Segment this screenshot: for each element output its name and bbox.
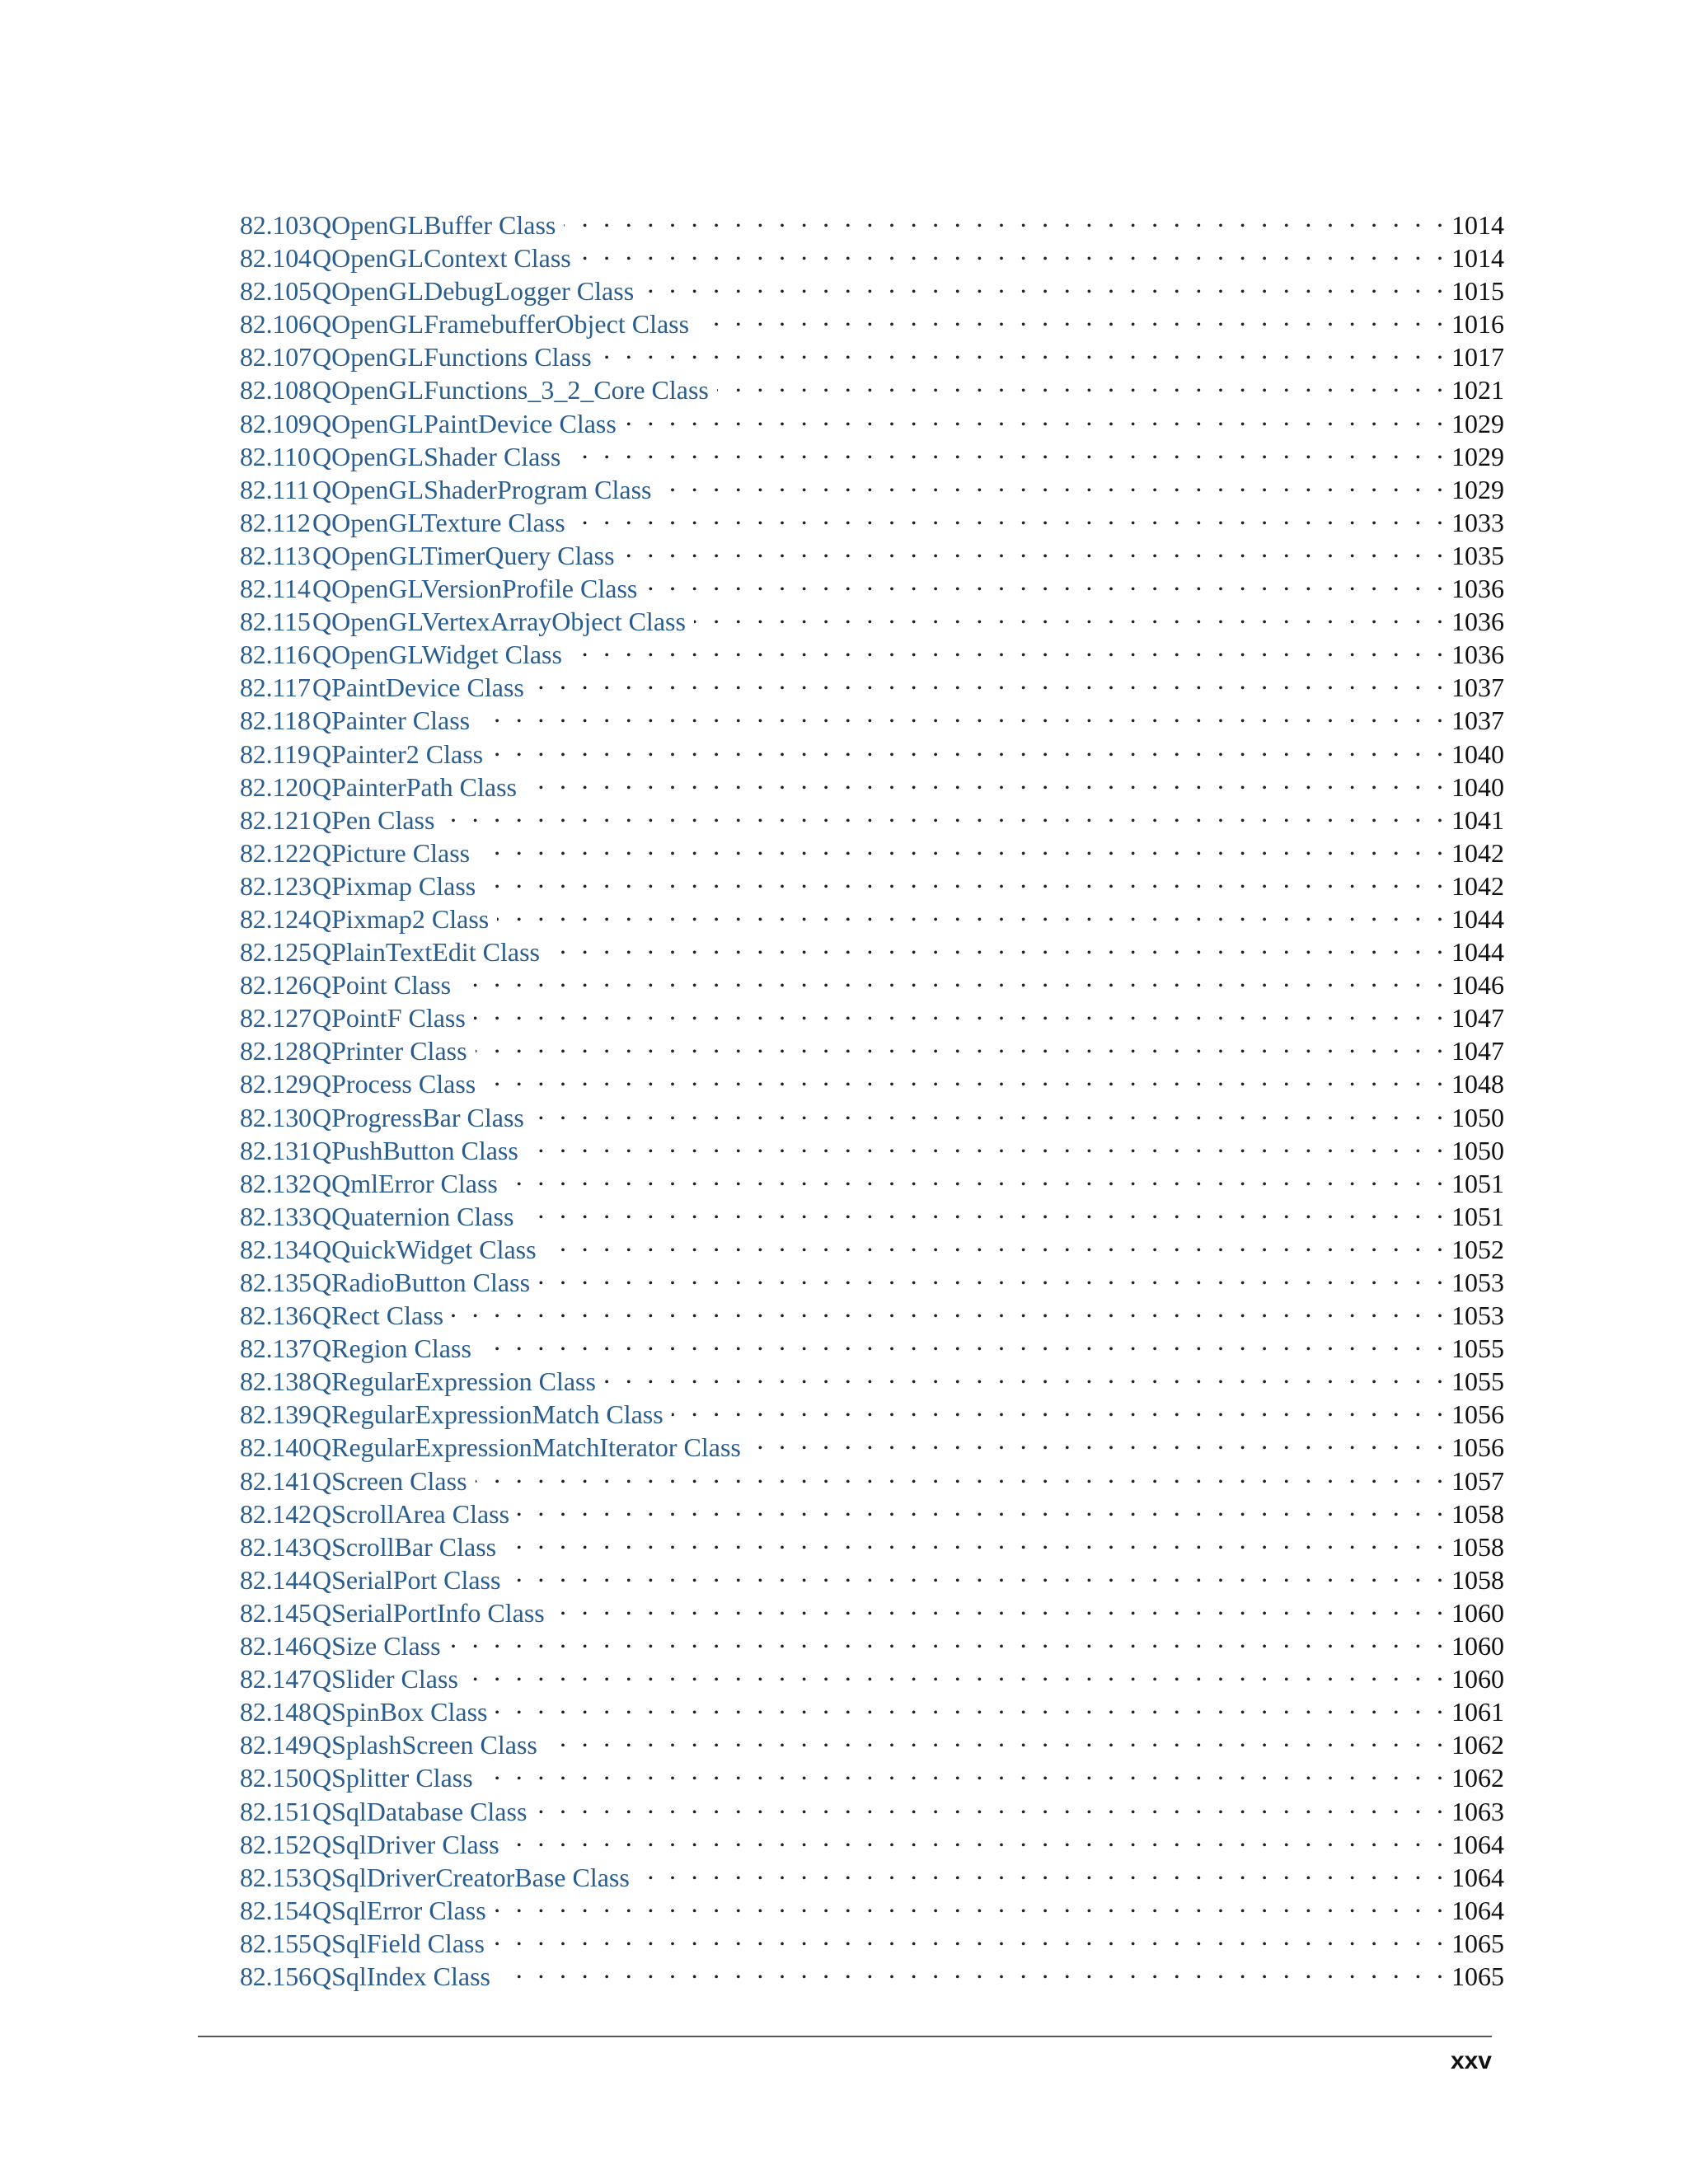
toc-entry-page-number: 1029 <box>1451 408 1504 438</box>
toc-entry-title: QSize Class <box>312 1631 441 1661</box>
toc-entry-page-number: 1060 <box>1451 1597 1504 1628</box>
dot-leader <box>484 1060 1443 1093</box>
dot-leader <box>481 1754 1443 1787</box>
toc-entry-page-number: 1037 <box>1451 673 1504 703</box>
dot-leader <box>625 400 1443 433</box>
toc-entry-link[interactable] <box>240 440 560 473</box>
toc-entry-title: QPointF Class <box>312 1003 466 1033</box>
dot-leader <box>553 1589 1443 1622</box>
toc-entry-title: QPainter Class <box>312 705 471 736</box>
dot-leader <box>645 565 1443 598</box>
toc-entry-link[interactable] <box>240 804 434 837</box>
toc-entry-number: 82.138 <box>240 1366 312 1397</box>
toc-entry-link[interactable] <box>240 1034 467 1067</box>
toc-entry-title: QOpenGLDebugLogger Class <box>312 276 635 307</box>
toc-entry <box>240 201 1504 240</box>
toc-entry-title: QSqlIndex Class <box>312 1961 490 1991</box>
toc-entry-title: QPaintDevice Class <box>312 673 524 703</box>
toc-entry-title: QRegion Class <box>312 1333 471 1364</box>
toc-entry-page-number: 1060 <box>1451 1631 1504 1661</box>
toc-entry-page-number: 1040 <box>1451 738 1504 769</box>
toc-entry-link[interactable] <box>240 1299 443 1332</box>
toc-entry-link[interactable] <box>240 1662 458 1695</box>
toc-entry-link[interactable] <box>240 1563 500 1596</box>
toc-entry-link[interactable] <box>240 1795 527 1828</box>
toc-entry-title: QOpenGLTimerQuery Class <box>312 540 615 570</box>
toc-entry-page-number: 1033 <box>1451 507 1504 537</box>
toc-entry-title: QPushButton Class <box>312 1135 518 1165</box>
toc-entry-title: QPainterPath Class <box>312 771 517 802</box>
toc-entry-number: 82.126 <box>240 970 312 1001</box>
toc-entry-number: 82.136 <box>240 1301 312 1331</box>
toc-entry-title: QPlainTextEdit Class <box>312 937 540 968</box>
toc-entry-page-number: 1056 <box>1451 1399 1504 1430</box>
toc-entry-title: QRegularExpressionMatch Class <box>312 1399 663 1430</box>
toc-entry-page-number: 1046 <box>1451 970 1504 1001</box>
toc-entry-number: 82.111 <box>240 474 310 504</box>
toc-entry-number: 82.123 <box>240 870 312 901</box>
dot-leader <box>564 201 1443 234</box>
toc-entry-title: QSpinBox Class <box>312 1697 488 1727</box>
toc-entry-page-number: 1060 <box>1451 1664 1504 1694</box>
toc-entry-link[interactable] <box>240 738 483 771</box>
toc-entry-number: 82.131 <box>240 1135 312 1165</box>
dot-leader <box>527 1127 1443 1160</box>
toc-entry-link[interactable] <box>240 1134 518 1167</box>
toc-entry-page-number: 1040 <box>1451 771 1504 802</box>
toc-entry-page-number: 1057 <box>1451 1465 1504 1496</box>
toc-entry-title: QOpenGLShader Class <box>312 441 561 471</box>
toc-entry-page-number: 1047 <box>1451 1036 1504 1066</box>
dot-leader <box>499 1952 1443 1985</box>
dot-leader <box>443 796 1443 829</box>
toc-entry-page-number: 1053 <box>1451 1268 1504 1297</box>
toc-entry-page-number: 1044 <box>1451 937 1504 968</box>
toc-entry-page-number: 1036 <box>1451 607 1504 637</box>
toc-entry-page-number: 1014 <box>1451 210 1504 240</box>
toc-entry-number: 82.156 <box>240 1961 312 1991</box>
toc-entry-number: 82.113 <box>240 540 311 570</box>
dot-leader <box>659 466 1443 499</box>
toc-entry-page-number: 1052 <box>1451 1234 1504 1264</box>
toc-entry-title: QSqlDatabase Class <box>312 1796 528 1826</box>
toc-entry-title: QOpenGLBuffer Class <box>312 210 556 240</box>
toc-entry-title: QSqlError Class <box>312 1895 486 1925</box>
toc-entry-number: 82.110 <box>240 441 311 471</box>
dot-leader <box>476 1457 1443 1490</box>
toc-entry-link[interactable] <box>240 837 470 869</box>
toc-entry-page-number: 1029 <box>1451 474 1504 504</box>
dot-leader <box>623 532 1443 565</box>
toc-entry-number: 82.112 <box>240 507 311 537</box>
toc-entry-link[interactable] <box>240 1067 476 1100</box>
dot-leader <box>538 1258 1443 1291</box>
toc-entry-number: 82.103 <box>240 210 312 240</box>
toc-entry-page-number: 1041 <box>1451 804 1504 835</box>
toc-entry-number: 82.154 <box>240 1895 312 1925</box>
toc-entry-number: 82.116 <box>240 640 311 670</box>
dot-leader <box>493 1919 1443 1952</box>
toc-entry-page-number: 1021 <box>1451 375 1504 405</box>
toc-entry-number: 82.133 <box>240 1201 312 1231</box>
dot-leader <box>518 1490 1443 1523</box>
toc-entry-number: 82.149 <box>240 1730 312 1760</box>
toc-entry-link[interactable] <box>240 902 489 935</box>
dot-leader <box>672 1390 1443 1423</box>
dot-leader <box>495 1688 1443 1721</box>
toc-entry-page-number: 1055 <box>1451 1333 1504 1364</box>
toc-entry-title: QSerialPortInfo Class <box>312 1597 545 1628</box>
dot-leader <box>508 1821 1443 1854</box>
toc-entry-number: 82.130 <box>240 1102 312 1132</box>
dot-leader <box>532 663 1443 696</box>
toc-entry-number: 82.127 <box>240 1003 312 1033</box>
toc-entry-page-number: 1044 <box>1451 903 1504 934</box>
toc-entry-title: QOpenGLFramebufferObject Class <box>312 309 690 340</box>
toc-entry-link[interactable] <box>240 209 556 241</box>
toc-entry-link[interactable] <box>240 1629 441 1662</box>
toc-entry-page-number: 1016 <box>1451 309 1504 340</box>
toc-entry-page-number: 1065 <box>1451 1928 1504 1958</box>
dot-leader <box>535 1788 1443 1821</box>
toc-entry-link[interactable] <box>240 1001 466 1034</box>
toc-entry-page-number: 1037 <box>1451 705 1504 736</box>
toc-entry-number: 82.153 <box>240 1862 312 1892</box>
toc-entry-link[interactable] <box>240 869 476 902</box>
toc-entry-title: QSqlField Class <box>312 1928 485 1958</box>
dot-leader <box>480 1324 1443 1357</box>
toc-entry-number: 82.125 <box>240 937 312 968</box>
toc-entry-title: QOpenGLTexture Class <box>312 507 565 537</box>
dot-leader <box>478 696 1443 729</box>
toc-entry-number: 82.132 <box>240 1168 312 1198</box>
toc-entry-title: QOpenGLVertexArrayObject Class <box>312 607 686 637</box>
toc-entry-page-number: 1035 <box>1451 540 1504 570</box>
toc-entry-page-number: 1062 <box>1451 1730 1504 1760</box>
toc-entry-link[interactable] <box>240 506 565 539</box>
toc-entry-title: QProcess Class <box>312 1069 476 1099</box>
dot-leader <box>467 1655 1443 1688</box>
toc-entry-title: QRect Class <box>312 1301 444 1331</box>
toc-entry-title: QOpenGLShaderProgram Class <box>312 474 652 504</box>
toc-entry-link[interactable] <box>240 1695 487 1728</box>
toc-entry-link[interactable] <box>240 1927 485 1960</box>
toc-entry-link[interactable] <box>240 340 592 373</box>
dot-leader <box>532 1094 1443 1127</box>
toc-entry-page-number: 1036 <box>1451 574 1504 604</box>
toc-entry-number: 82.121 <box>240 804 312 835</box>
toc-entry-title: QSplitter Class <box>312 1763 473 1793</box>
toc-entry-page-number: 1014 <box>1451 243 1504 274</box>
dot-leader <box>459 961 1443 994</box>
toc-entry-page-number: 1051 <box>1451 1168 1504 1198</box>
toc-entry-link[interactable] <box>240 1828 499 1861</box>
toc-entry-number: 82.117 <box>240 673 311 703</box>
toc-entry-number: 82.140 <box>240 1432 312 1463</box>
dot-leader <box>574 499 1443 532</box>
toc-entry-number: 82.142 <box>240 1498 312 1529</box>
dot-leader <box>525 763 1443 796</box>
toc-entry-number: 82.124 <box>240 903 312 934</box>
toc-entry-title: QScrollArea Class <box>312 1498 510 1529</box>
toc-entry-number: 82.155 <box>240 1928 312 1958</box>
toc-entry-link[interactable] <box>240 1398 663 1431</box>
table-of-contents <box>240 201 1504 1991</box>
toc-entry-title: QPixmap Class <box>312 870 476 901</box>
toc-entry-number: 82.108 <box>240 375 312 405</box>
toc-entry-link[interactable] <box>240 274 634 307</box>
toc-entry-page-number: 1050 <box>1451 1135 1504 1165</box>
toc-entry-number: 82.118 <box>240 705 311 736</box>
toc-entry-number: 82.152 <box>240 1829 312 1859</box>
dot-leader <box>749 1423 1443 1456</box>
toc-entry-number: 82.119 <box>240 738 311 769</box>
dot-leader <box>497 895 1443 928</box>
toc-entry-title: QOpenGLPaintDevice Class <box>312 408 617 438</box>
toc-entry-link[interactable] <box>240 241 571 274</box>
toc-entry-title: QQuaternion Class <box>312 1201 514 1231</box>
dot-leader <box>548 928 1443 961</box>
toc-entry-number: 82.145 <box>240 1597 312 1628</box>
dot-leader <box>600 333 1443 366</box>
toc-entry-number: 82.122 <box>240 837 312 868</box>
toc-entry-page-number: 1064 <box>1451 1895 1504 1925</box>
toc-entry-title: QSqlDriver Class <box>312 1829 499 1859</box>
toc-entry-page-number: 1042 <box>1451 870 1504 901</box>
toc-entry-number: 82.143 <box>240 1531 312 1562</box>
toc-entry-page-number: 1064 <box>1451 1862 1504 1892</box>
toc-entry-page-number: 1036 <box>1451 640 1504 670</box>
dot-leader <box>717 366 1443 399</box>
toc-entry-title: QRadioButton Class <box>312 1268 531 1297</box>
dot-leader <box>506 1160 1443 1193</box>
dot-leader <box>545 1226 1443 1258</box>
toc-entry-link[interactable] <box>240 1101 524 1134</box>
toc-entry-number: 82.107 <box>240 342 312 373</box>
toc-entry-page-number: 1051 <box>1451 1201 1504 1231</box>
dot-leader <box>546 1721 1443 1754</box>
toc-entry-number: 82.128 <box>240 1036 312 1066</box>
toc-entry-number: 82.147 <box>240 1664 312 1694</box>
toc-entry-link[interactable] <box>240 1497 509 1530</box>
toc-entry-title: QScrollBar Class <box>312 1531 497 1562</box>
toc-entry-page-number: 1065 <box>1451 1961 1504 1991</box>
toc-entry-page-number: 1062 <box>1451 1763 1504 1793</box>
dot-leader <box>449 1622 1443 1655</box>
toc-entry-page-number: 1058 <box>1451 1531 1504 1562</box>
toc-entry-page-number: 1058 <box>1451 1564 1504 1595</box>
toc-entry-title: QProgressBar Class <box>312 1102 524 1132</box>
dot-leader <box>491 730 1443 763</box>
toc-entry-link[interactable] <box>240 638 562 671</box>
toc-entry-number: 82.137 <box>240 1333 312 1364</box>
toc-entry-page-number: 1029 <box>1451 441 1504 471</box>
dot-leader <box>604 1357 1443 1390</box>
toc-entry-number: 82.146 <box>240 1631 312 1661</box>
toc-entry-title: QSqlDriverCreatorBase Class <box>312 1862 630 1892</box>
toc-entry-number: 82.120 <box>240 771 312 802</box>
toc-entry-link[interactable] <box>240 1761 473 1794</box>
toc-entry-number: 82.115 <box>240 607 311 637</box>
toc-entry-link[interactable] <box>240 704 470 737</box>
dot-leader <box>452 1291 1443 1324</box>
dot-leader <box>638 1854 1443 1886</box>
toc-entry-page-number: 1064 <box>1451 1829 1504 1859</box>
toc-entry-link[interactable] <box>240 1365 596 1398</box>
toc-entry-page-number: 1047 <box>1451 1003 1504 1033</box>
toc-entry-page-number: 1017 <box>1451 342 1504 373</box>
dot-leader <box>509 1556 1443 1589</box>
toc-entry-number: 82.151 <box>240 1796 312 1826</box>
toc-entry-page-number: 1063 <box>1451 1796 1504 1826</box>
toc-entry-link[interactable] <box>240 1200 513 1233</box>
toc-entry-title: QPen Class <box>312 804 435 835</box>
dot-leader <box>697 300 1443 333</box>
toc-entry-page-number: 1015 <box>1451 276 1504 307</box>
dot-leader <box>569 433 1443 466</box>
footer-page-number: xxv <box>1450 2047 1492 2074</box>
toc-entry-link[interactable] <box>240 539 615 572</box>
toc-entry-title: QRegularExpression Class <box>312 1366 596 1397</box>
toc-entry-link[interactable] <box>240 1167 498 1200</box>
toc-entry-title: QOpenGLFunctions Class <box>312 342 592 373</box>
toc-entry-title: QQuickWidget Class <box>312 1234 537 1264</box>
dot-leader <box>579 234 1443 267</box>
dot-leader <box>642 267 1443 300</box>
toc-entry-link[interactable] <box>240 1894 486 1927</box>
toc-entry-title: QPicture Class <box>312 837 471 868</box>
toc-entry-title: QSerialPort Class <box>312 1564 501 1595</box>
toc-entry-number: 82.106 <box>240 309 312 340</box>
toc-entry-number: 82.150 <box>240 1763 312 1793</box>
toc-entry-page-number: 1056 <box>1451 1432 1504 1463</box>
toc-entry-page-number: 1053 <box>1451 1301 1504 1331</box>
footer-divider <box>198 2036 1492 2037</box>
dot-leader <box>504 1523 1443 1556</box>
dot-leader <box>694 598 1443 630</box>
toc-entry-link[interactable] <box>240 572 637 605</box>
toc-entry-number: 82.148 <box>240 1697 312 1727</box>
toc-entry-title: QSlider Class <box>312 1664 458 1694</box>
toc-entry-page-number: 1061 <box>1451 1697 1504 1727</box>
toc-entry-title: QOpenGLContext Class <box>312 243 571 274</box>
toc-entry-link[interactable] <box>240 1960 490 1993</box>
toc-entry-title: QOpenGLWidget Class <box>312 640 562 670</box>
toc-entry-number: 82.105 <box>240 276 312 307</box>
toc-entry-link[interactable] <box>240 1530 496 1563</box>
toc-entry-number: 82.114 <box>240 574 311 604</box>
toc-entry-number: 82.141 <box>240 1465 312 1496</box>
toc-entry-title: QPoint Class <box>312 970 452 1001</box>
toc-entry-number: 82.129 <box>240 1069 312 1099</box>
toc-entry-title: QPixmap2 Class <box>312 903 490 934</box>
toc-entry-title: QSplashScreen Class <box>312 1730 537 1760</box>
toc-entry-title: QPainter2 Class <box>312 738 484 769</box>
toc-entry-number: 82.104 <box>240 243 312 274</box>
toc-entry-title: QRegularExpressionMatchIterator Class <box>312 1432 741 1463</box>
toc-entry-page-number: 1048 <box>1451 1069 1504 1099</box>
toc-entry-page-number: 1042 <box>1451 837 1504 868</box>
toc-entry-title: QOpenGLVersionProfile Class <box>312 574 638 604</box>
toc-entry-title: QScreen Class <box>312 1465 467 1496</box>
dot-leader <box>484 862 1443 895</box>
toc-entry-link[interactable] <box>240 1233 537 1266</box>
toc-entry-page-number: 1050 <box>1451 1102 1504 1132</box>
toc-entry-number: 82.109 <box>240 408 312 438</box>
toc-entry-number: 82.139 <box>240 1399 312 1430</box>
toc-entry-number: 82.134 <box>240 1234 312 1264</box>
toc-entry-number: 82.144 <box>240 1564 312 1595</box>
toc-entry-link[interactable] <box>240 968 451 1001</box>
toc-entry-title: QOpenGLFunctions_3_2_Core Class <box>312 375 709 405</box>
toc-entry-title: QPrinter Class <box>312 1036 467 1066</box>
toc-entry-title: QQmlError Class <box>312 1168 498 1198</box>
dot-leader <box>474 994 1443 1027</box>
dot-leader <box>478 829 1443 862</box>
toc-entry-page-number: 1058 <box>1451 1498 1504 1529</box>
dot-leader <box>495 1886 1443 1919</box>
toc-entry-number: 82.135 <box>240 1268 312 1297</box>
dot-leader <box>476 1027 1443 1060</box>
dot-leader <box>522 1193 1443 1226</box>
dot-leader <box>570 630 1443 663</box>
toc-entry-page-number: 1055 <box>1451 1366 1504 1397</box>
toc-entry-link[interactable] <box>240 407 617 440</box>
toc-entry-link[interactable] <box>240 1465 467 1497</box>
toc-entry-link[interactable] <box>240 1332 471 1365</box>
